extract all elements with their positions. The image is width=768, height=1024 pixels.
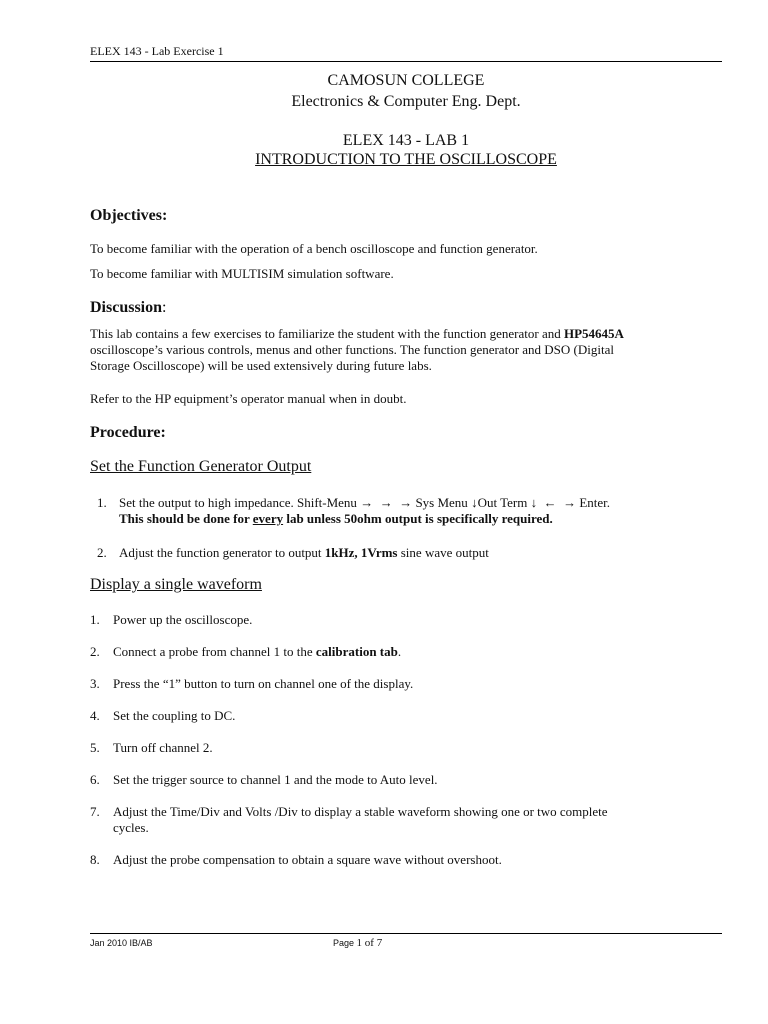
- arrow-right-icon: →: [379, 495, 393, 510]
- waveform-step-number: 3.: [90, 676, 100, 691]
- fg-step-2-text: Adjust the function generator to output 1kHz, 1Vrms sine wave output: [119, 545, 489, 560]
- course-lab-title: ELEX 143 - LAB 1: [342, 132, 470, 149]
- waveform-step-text: Power up the oscilloscope.: [113, 612, 253, 627]
- waveform-step-text: Adjust the probe compensation to obtain a square wave without overshoot.: [113, 852, 502, 867]
- arrow-down-icon: ↓: [530, 495, 538, 510]
- objective-item-1: To become familiar with the operation of a bench oscilloscope and function generator.: [90, 241, 538, 256]
- page-number: Page 1 of 7: [333, 937, 383, 949]
- footer-rule: [90, 933, 722, 934]
- discussion-paragraph-2: Refer to the HP equipment’s operator manual when in doubt.: [90, 391, 407, 406]
- header-rule: [90, 61, 722, 62]
- discussion-paragraph-1: This lab contains a few exercises to familiarize the student with the function generator and HP54645A oscilloscope’s various controls, menus and other functions. The function generator and DSO (Digital Storage Oscilloscope) will be used extensively during future labs.: [90, 326, 624, 373]
- waveform-step-number: 5.: [90, 740, 100, 755]
- waveform-step-text: Set the coupling to DC.: [113, 708, 236, 723]
- waveform-step-text: Press the “1” button to turn on channel one of the display.: [113, 676, 414, 691]
- waveform-step-number: 4.: [90, 708, 100, 723]
- waveform-step-number: 1.: [90, 612, 100, 627]
- fg-step-2-number: 2.: [97, 545, 107, 560]
- arrow-left-icon: ←: [543, 495, 557, 510]
- waveform-step-text: Turn off channel 2.: [113, 740, 213, 755]
- waveform-step-number: 8.: [90, 852, 100, 867]
- department-name: Electronics & Computer Eng. Dept.: [291, 93, 521, 110]
- fg-step-1-text: Set the output to high impedance. Shift-Menu → → → Sys Menu ↓Out Term ↓ ← → Enter. This should be done for every lab unless 50ohm output is specifically required.: [119, 495, 611, 526]
- footer-date: Jan 2010 IB/AB: [90, 938, 153, 948]
- waveform-step-number: 7.: [90, 804, 100, 819]
- waveform-step-text: Set the trigger source to channel 1 and the mode to Auto level.: [113, 772, 438, 787]
- lab-topic-title: INTRODUCTION TO THE OSCILLOSCOPE: [255, 151, 557, 168]
- running-header: ELEX 143 - Lab Exercise 1: [90, 44, 224, 58]
- single-waveform-heading: Display a single waveform: [90, 576, 262, 593]
- procedure-heading: Procedure:: [90, 424, 166, 441]
- objective-item-2: To become familiar with MULTISIM simulation software.: [90, 266, 394, 281]
- college-name: CAMOSUN COLLEGE: [327, 72, 485, 89]
- arrow-right-icon: →: [563, 495, 577, 510]
- discussion-heading: Discussion:: [90, 299, 167, 316]
- arrow-down-icon: ↓: [471, 495, 478, 510]
- fg-step-1-number: 1.: [97, 495, 107, 510]
- arrow-right-icon: →: [360, 495, 374, 510]
- waveform-step-text: Adjust the Time/Div and Volts /Div to display a stable waveform showing one or two complete cycles.: [113, 804, 608, 835]
- waveform-step-number: 2.: [90, 644, 100, 659]
- objectives-heading: Objectives:: [90, 207, 168, 224]
- arrow-right-icon: →: [399, 495, 413, 510]
- function-generator-heading: Set the Function Generator Output: [90, 458, 312, 475]
- waveform-step-text: Connect a probe from channel 1 to the calibration tab.: [113, 644, 402, 659]
- waveform-step-number: 6.: [90, 772, 100, 787]
